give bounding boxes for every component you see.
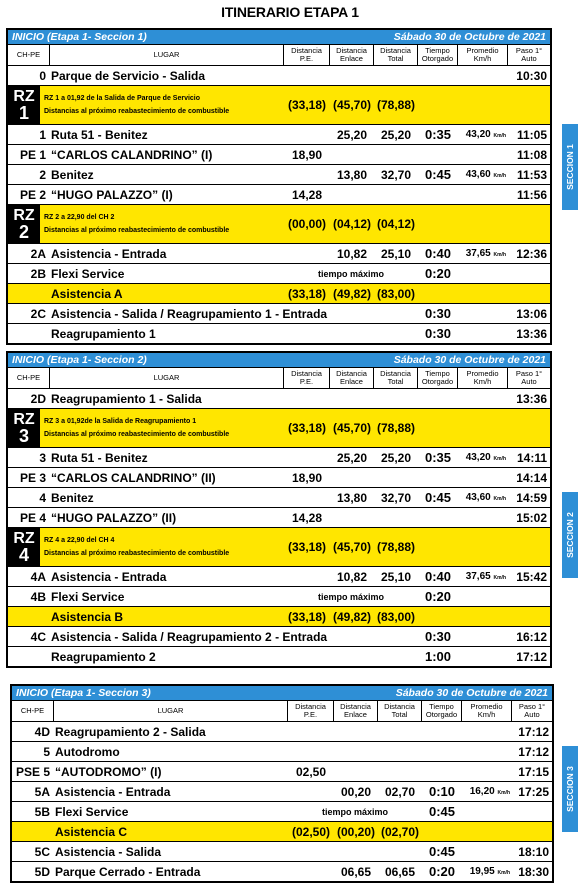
location-name: Asistencia - Salida / Reagrupamiento 1 - Entrada (51, 306, 328, 321)
column-header-tiempo: Tiempo Otorgado (422, 701, 462, 721)
control-code: 5C (34, 844, 50, 859)
service-zone-row (8, 284, 550, 304)
speed-unit: Km/h (497, 870, 510, 876)
time-allowed: 0:30 (424, 326, 452, 341)
refuel-zone-row (8, 409, 550, 448)
column-header-lugar: LUGAR (54, 701, 288, 721)
average-speed-value: 19,95 (469, 866, 495, 877)
distance-pe: (33,18) (287, 286, 327, 301)
control-code: 4B (30, 589, 46, 604)
column-header-dist-pe: Distancia P.E. (288, 701, 334, 721)
first-car-time: 18:10 (518, 844, 549, 859)
distance-pe: (33,18) (287, 421, 327, 435)
location-name: Ruta 51 - Benitez (51, 450, 148, 465)
time-allowed: 0:45 (424, 167, 452, 182)
distance-total: (83,00) (376, 609, 416, 624)
distance-total: 25,20 (380, 450, 412, 465)
distance-pe: (00,00) (287, 217, 327, 231)
section-header (8, 30, 550, 45)
first-car-time: 17:15 (518, 764, 549, 779)
distance-enlace: 00,20 (340, 784, 372, 799)
distance-total: (04,12) (376, 217, 416, 231)
refuel-zone-line-2: Distancias al próximo reabastecimiento de combustible (44, 550, 230, 557)
section-side-tab (562, 746, 578, 832)
refuel-zone-line-1: RZ 4 a 22,90 del CH 4 (44, 537, 115, 544)
control-code: 2B (30, 266, 46, 281)
section-side-tab (562, 124, 578, 210)
refuel-zone-number: 4 (18, 545, 29, 565)
distance-enlace: 10,82 (336, 569, 368, 584)
time-allowed: 1:00 (424, 649, 452, 664)
location-name: Reagrupamiento 1 (51, 326, 156, 341)
average-speed (458, 492, 508, 503)
location-name: Flexi Service (55, 804, 129, 819)
distance-enlace: 13,80 (336, 490, 368, 505)
location-name: “HUGO PALAZZO” (I) (51, 187, 173, 202)
column-header-row (8, 368, 550, 389)
refuel-zone-label: RZ (13, 88, 35, 105)
distance-pe: (33,18) (287, 540, 327, 554)
control-code: PSE 5 (15, 764, 50, 779)
average-speed (462, 866, 512, 877)
refuel-zone-row (8, 528, 550, 567)
average-speed-value: 37,65 (465, 571, 491, 582)
first-car-time: 16:12 (516, 629, 547, 644)
distance-total: (78,88) (376, 98, 416, 112)
refuel-zone-label: RZ (13, 207, 35, 224)
speed-unit: Km/h (493, 173, 506, 179)
distance-enlace: 06,65 (340, 864, 372, 879)
distance-enlace: 25,20 (336, 127, 368, 142)
control-code: PE 2 (19, 187, 46, 202)
distance-enlace: 25,20 (336, 450, 368, 465)
distance-enlace: (45,70) (332, 98, 372, 112)
itinerary-row (8, 567, 550, 587)
column-header-promedio: Promedio Km/h (462, 701, 512, 721)
itinerary-section-1 (6, 28, 552, 345)
column-header-chpe: CH-PE (8, 368, 50, 388)
location-name: “HUGO PALAZZO” (II) (51, 510, 177, 525)
refuel-zone-description (40, 415, 284, 441)
max-time-note: tiempo máximo (317, 268, 384, 279)
section-header-title: INICIO (Etapa 1- Seccion 3) (16, 687, 151, 699)
distance-total: 06,65 (384, 864, 416, 879)
time-allowed: 0:30 (424, 306, 452, 321)
itinerary-section-2 (6, 351, 552, 668)
control-code: PE 4 (19, 510, 46, 525)
distance-total: 32,70 (380, 167, 412, 182)
control-code: 4 (39, 490, 46, 505)
location-name: Flexi Service (51, 589, 125, 604)
refuel-zone-number: 2 (18, 222, 29, 242)
time-allowed: 0:45 (428, 844, 456, 859)
control-code: 5B (34, 804, 50, 819)
refuel-zone-description (40, 211, 284, 237)
refuel-zone-line-1: RZ 1 a 01,92 de la Salida de Parque de Servicio (44, 95, 201, 102)
first-car-time: 15:42 (516, 569, 547, 584)
first-car-time: 17:12 (518, 744, 549, 759)
distance-pe: 14,28 (291, 510, 323, 525)
location-name: Flexi Service (51, 266, 125, 281)
distance-enlace: (04,12) (332, 217, 372, 231)
service-zone-name: Asistencia C (55, 824, 128, 839)
distance-enlace: (00,20) (336, 824, 376, 839)
control-code: 3 (39, 450, 46, 465)
time-allowed: 0:30 (424, 629, 452, 644)
control-code: 5 (43, 744, 50, 759)
section-side-label: SECCION 3 (565, 766, 576, 812)
control-code: 2C (30, 306, 46, 321)
control-code: 2A (30, 246, 46, 261)
column-header-row (8, 45, 550, 66)
service-zone-row (8, 607, 550, 627)
refuel-zone-badge (8, 86, 40, 124)
first-car-time: 10:30 (516, 68, 547, 83)
section-header-date: Sábado 30 de Octubre de 2021 (393, 354, 546, 366)
control-code: 5D (34, 864, 50, 879)
page-title: ITINERARIO ETAPA 1 (221, 4, 359, 20)
refuel-zone-line-2: Distancias al próximo reabastecimiento de combustible (44, 431, 230, 438)
distance-enlace: (45,70) (332, 421, 372, 435)
refuel-zone-row (8, 86, 550, 125)
itinerary-row (12, 862, 552, 881)
first-car-time: 11:53 (516, 167, 547, 182)
itinerary-row (8, 627, 550, 647)
first-car-time: 11:08 (516, 147, 547, 162)
speed-unit: Km/h (493, 133, 506, 139)
location-name: Reagrupamiento 2 (51, 649, 156, 664)
section-header (8, 353, 550, 368)
first-car-time: 17:12 (518, 724, 549, 739)
average-speed (458, 169, 508, 180)
itinerary-row (8, 508, 550, 528)
control-code: PE 3 (19, 470, 46, 485)
speed-unit: Km/h (493, 252, 506, 258)
control-code: 0 (39, 68, 46, 83)
location-name: Benitez (51, 167, 94, 182)
distance-pe: (02,50) (291, 824, 331, 839)
control-code: 2D (30, 391, 46, 406)
distance-total: 25,20 (380, 127, 412, 142)
control-code: 5A (34, 784, 50, 799)
average-speed (458, 571, 508, 582)
speed-unit: Km/h (493, 456, 506, 462)
refuel-zone-line-2: Distancias al próximo reabastecimiento de combustible (44, 227, 230, 234)
time-allowed: 0:45 (428, 804, 456, 819)
column-header-paso: Paso 1° Auto (515, 46, 543, 63)
speed-unit: Km/h (497, 790, 510, 796)
average-speed-value: 16,20 (469, 786, 495, 797)
service-zone-row (12, 822, 552, 842)
refuel-zone-number: 3 (18, 426, 29, 446)
itinerary-row (8, 448, 550, 468)
refuel-zone-line-1: RZ 2 a 22,90 del CH 2 (44, 214, 115, 221)
location-name: Asistencia - Salida (55, 844, 162, 859)
distance-enlace: 13,80 (336, 167, 368, 182)
average-speed (462, 786, 512, 797)
time-allowed: 0:10 (428, 784, 456, 799)
column-header-dist-pe: Distancia P.E. (284, 45, 330, 65)
location-name: Parque Cerrado - Entrada (55, 864, 201, 879)
location-name: Asistencia - Entrada (51, 569, 167, 584)
service-zone-name: Asistencia B (51, 609, 124, 624)
distance-enlace: 10,82 (336, 246, 368, 261)
location-name: Asistencia - Entrada (51, 246, 167, 261)
distance-pe: (33,18) (287, 609, 327, 624)
section-side-label: SECCION 1 (565, 144, 576, 190)
itinerary-row (8, 488, 550, 508)
control-code: 4D (34, 724, 50, 739)
first-car-time: 18:30 (518, 864, 549, 879)
itinerary-row (12, 762, 552, 782)
time-allowed: 0:40 (424, 569, 452, 584)
control-code: 1 (39, 127, 46, 142)
distance-total: (78,88) (376, 421, 416, 435)
first-car-time: 14:14 (516, 470, 547, 485)
control-code: PE 1 (19, 147, 46, 162)
control-code: 4C (30, 629, 46, 644)
location-name: Parque de Servicio - Salida (51, 68, 206, 83)
distance-pe: 18,90 (291, 147, 323, 162)
refuel-zone-line-1: RZ 3 a 01,92de la Salida de Reagrupamiento 1 (44, 418, 197, 425)
itinerary-row (12, 842, 552, 862)
itinerary-row (8, 244, 550, 264)
itinerary-row (12, 742, 552, 762)
time-allowed: 0:20 (424, 266, 452, 281)
column-header-dist-total: Distancia Total (374, 368, 418, 388)
first-car-time: 14:11 (516, 450, 547, 465)
location-name: Reagrupamiento 2 - Salida (55, 724, 206, 739)
average-speed-value: 43,20 (465, 452, 491, 463)
section-side-tab (562, 492, 578, 578)
speed-unit: Km/h (493, 575, 506, 581)
distance-total: 25,10 (380, 246, 412, 261)
flexi-service-row (12, 802, 552, 822)
distance-pe: 18,90 (291, 470, 323, 485)
column-header-promedio: Promedio Km/h (458, 368, 508, 388)
itinerary-row (8, 647, 550, 666)
refuel-zone-label: RZ (13, 530, 35, 547)
itinerary-row (8, 145, 550, 165)
column-header-paso: Paso 1° Auto (515, 369, 543, 386)
distance-pe: 14,28 (291, 187, 323, 202)
distance-total: (78,88) (376, 540, 416, 554)
column-header-dist-enlace: Distancia Enlace (334, 701, 378, 721)
section-header-title: INICIO (Etapa 1- Seccion 1) (12, 31, 147, 43)
refuel-zone-description (40, 92, 284, 118)
location-name: Ruta 51 - Benitez (51, 127, 148, 142)
flexi-service-row (8, 587, 550, 607)
itinerary-section-3 (10, 684, 554, 883)
first-car-time: 13:06 (516, 306, 547, 321)
distance-enlace: (49,82) (332, 286, 372, 301)
column-header-chpe: CH-PE (12, 701, 54, 721)
refuel-zone-line-2: Distancias al próximo reabastecimiento de combustible (44, 108, 230, 115)
distance-total: (02,70) (380, 824, 420, 839)
average-speed (458, 452, 508, 463)
max-time-note: tiempo máximo (321, 806, 388, 817)
itinerary-row (8, 66, 550, 86)
column-header-lugar: LUGAR (50, 45, 284, 65)
average-speed (458, 248, 508, 259)
first-car-time: 15:02 (516, 510, 547, 525)
first-car-time: 17:25 (518, 784, 549, 799)
column-header-promedio: Promedio Km/h (458, 45, 508, 65)
first-car-time: 14:59 (516, 490, 547, 505)
location-name: “AUTODROMO” (I) (55, 764, 162, 779)
distance-pe: (33,18) (287, 98, 327, 112)
itinerary-row (8, 304, 550, 324)
location-name: Autodromo (55, 744, 120, 759)
location-name: “CARLOS CALANDRINO” (II) (51, 470, 216, 485)
service-zone-name: Asistencia A (51, 286, 123, 301)
time-allowed: 0:45 (424, 490, 452, 505)
itinerary-row (8, 468, 550, 488)
column-header-dist-pe: Distancia P.E. (284, 368, 330, 388)
refuel-zone-number: 1 (18, 103, 29, 123)
section-header-title: INICIO (Etapa 1- Seccion 2) (12, 354, 147, 366)
itinerary-row (8, 324, 550, 343)
location-name: Asistencia - Salida / Reagrupamiento 2 - Entrada (51, 629, 328, 644)
first-car-time: 13:36 (516, 391, 547, 406)
first-car-time: 17:12 (516, 649, 547, 664)
time-allowed: 0:40 (424, 246, 452, 261)
refuel-zone-row (8, 205, 550, 244)
column-header-row (12, 701, 552, 722)
first-car-time: 12:36 (516, 246, 547, 261)
time-allowed: 0:20 (428, 864, 456, 879)
itinerary-row (12, 782, 552, 802)
column-header-lugar: LUGAR (50, 368, 284, 388)
column-header-paso: Paso 1° Auto (518, 702, 546, 719)
distance-total: 02,70 (384, 784, 416, 799)
average-speed-value: 43,60 (465, 169, 491, 180)
itinerary-row (8, 389, 550, 409)
time-allowed: 0:35 (424, 127, 452, 142)
refuel-zone-description (40, 534, 284, 560)
location-name: Asistencia - Entrada (55, 784, 171, 799)
average-speed-value: 37,65 (465, 248, 491, 259)
location-name: Reagrupamiento 1 - Salida (51, 391, 202, 406)
first-car-time: 13:36 (516, 326, 547, 341)
time-allowed: 0:20 (424, 589, 452, 604)
speed-unit: Km/h (493, 496, 506, 502)
location-name: Benitez (51, 490, 94, 505)
column-header-tiempo: Tiempo Otorgado (418, 368, 458, 388)
refuel-zone-badge (8, 528, 40, 566)
itinerary-row (12, 722, 552, 742)
itinerary-row (8, 185, 550, 205)
distance-pe: 02,50 (295, 764, 327, 779)
distance-total: 25,10 (380, 569, 412, 584)
location-name: “CARLOS CALANDRINO” (I) (51, 147, 213, 162)
average-speed (458, 129, 508, 140)
average-speed-value: 43,20 (465, 129, 491, 140)
distance-enlace: (45,70) (332, 540, 372, 554)
average-speed-value: 43,60 (465, 492, 491, 503)
first-car-time: 11:56 (516, 187, 547, 202)
refuel-zone-label: RZ (13, 411, 35, 428)
distance-total: (83,00) (376, 286, 416, 301)
control-code: 2 (39, 167, 46, 182)
section-header (12, 686, 552, 701)
column-header-chpe: CH-PE (8, 45, 50, 65)
column-header-dist-total: Distancia Total (374, 45, 418, 65)
time-allowed: 0:35 (424, 450, 452, 465)
max-time-note: tiempo máximo (317, 591, 384, 602)
section-side-label: SECCION 2 (565, 512, 576, 558)
section-header-date: Sábado 30 de Octubre de 2021 (393, 31, 546, 43)
refuel-zone-badge (8, 205, 40, 243)
refuel-zone-badge (8, 409, 40, 447)
column-header-dist-total: Distancia Total (378, 701, 422, 721)
flexi-service-row (8, 264, 550, 284)
itinerary-row (8, 165, 550, 185)
section-header-date: Sábado 30 de Octubre de 2021 (395, 687, 548, 699)
distance-total: 32,70 (380, 490, 412, 505)
first-car-time: 11:05 (516, 127, 547, 142)
column-header-dist-enlace: Distancia Enlace (330, 45, 374, 65)
column-header-dist-enlace: Distancia Enlace (330, 368, 374, 388)
itinerary-row (8, 125, 550, 145)
column-header-tiempo: Tiempo Otorgado (418, 45, 458, 65)
distance-enlace: (49,82) (332, 609, 372, 624)
control-code: 4A (30, 569, 46, 584)
